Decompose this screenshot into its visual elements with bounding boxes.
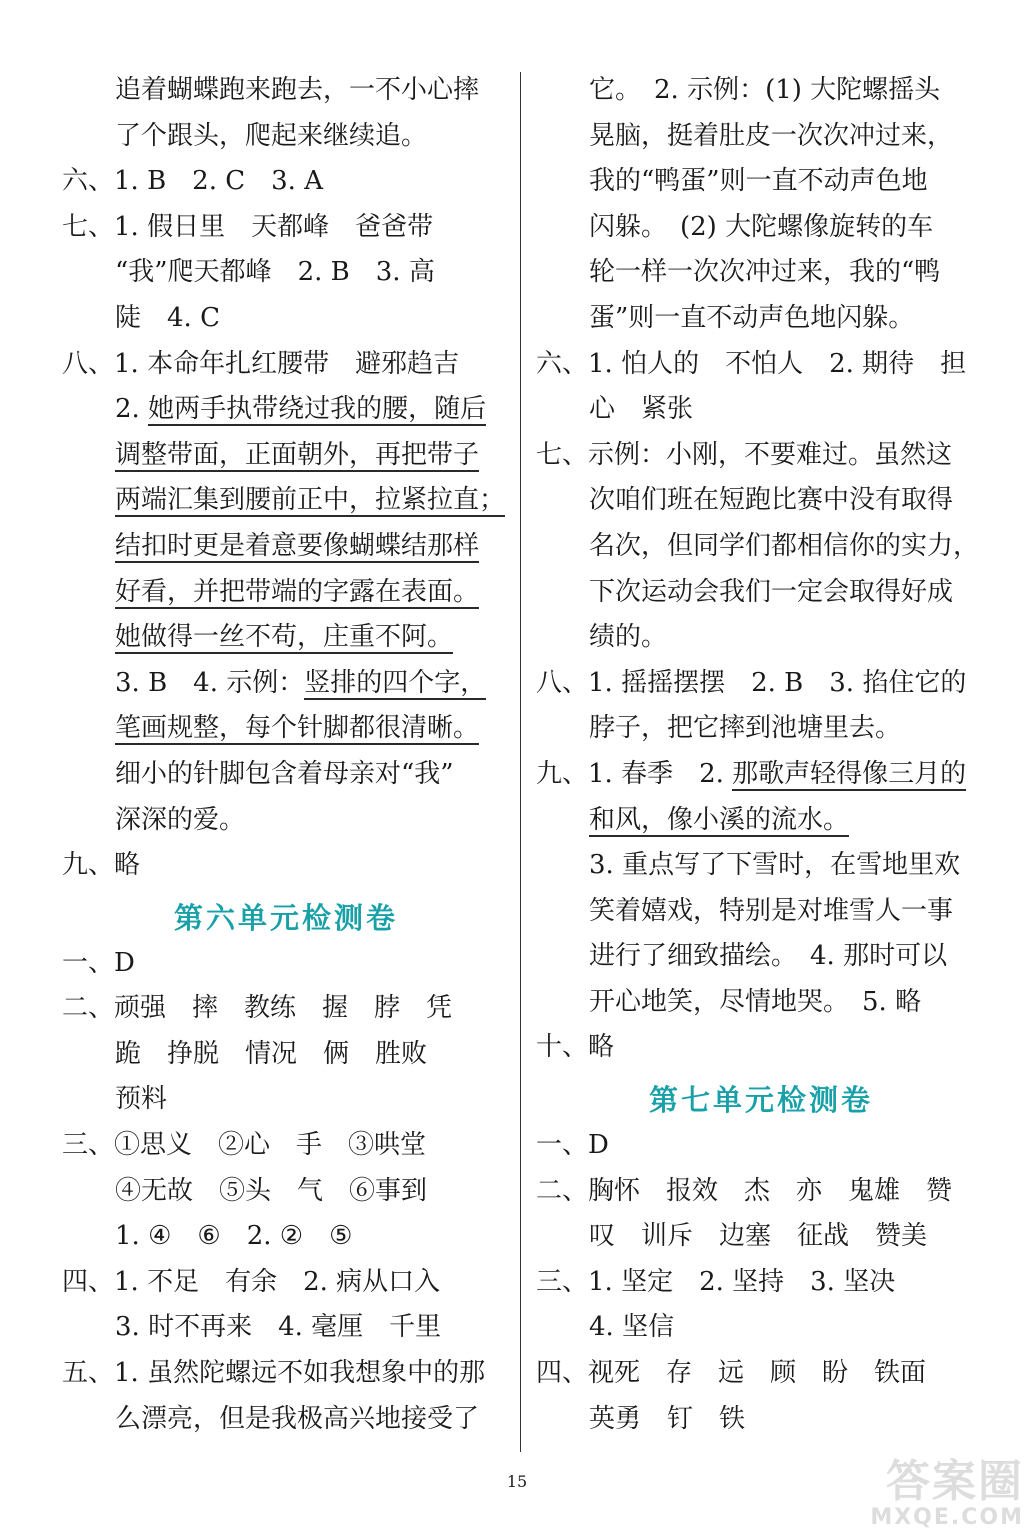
- answer-line: 3. 重点写了下雪时，在雪地里欢: [589, 850, 961, 881]
- answer-line: 十、略: [536, 1032, 615, 1063]
- answer-line: [62, 615, 510, 661]
- answer-line: 四、1. 不足 有余 2. 病从口入: [62, 1266, 441, 1297]
- watermark-top: 答案圈: [886, 1456, 1024, 1507]
- section-heading: 第六单元检测卷: [173, 900, 398, 935]
- answer-line: [62, 661, 510, 707]
- answer-line: 进行了细致描绘。 4. 那时可以: [589, 941, 948, 972]
- answer-text: 3. B 4. 示例：: [115, 667, 305, 698]
- answer-line: 三、1. 坚定 2. 坚持 3. 坚决: [536, 1266, 896, 1297]
- underlined-answer: 笔画规整，每个针脚都很清晰。: [115, 713, 480, 744]
- answer-line: 深深的爱。: [115, 804, 246, 835]
- watermark-logo: [870, 1456, 1024, 1530]
- answer-line: 下次运动会我们一定会取得好成: [589, 576, 954, 607]
- watermark-bottom: MXQE.COM: [870, 1505, 1024, 1530]
- left-column: [62, 68, 510, 1442]
- answer-line: 一、D: [536, 1130, 609, 1161]
- answer-line: [62, 570, 510, 616]
- answer-line: 脖子，把它摔到池塘里去。: [589, 713, 902, 744]
- page-number: 15: [506, 1472, 528, 1491]
- answer-line: 蛋”则一直不动声色地闪躲。: [589, 302, 915, 333]
- answer-line: 预料: [115, 1084, 168, 1115]
- answer-line: 了个跟头，爬起来继续追。: [115, 120, 428, 151]
- answer-line: 一、D: [62, 947, 135, 978]
- answer-line: 轮一样一次次冲过来，我的“鸭: [589, 257, 941, 288]
- answer-line: 三、①思义 ②心 手 ③哄堂: [62, 1130, 427, 1161]
- answer-line: 二、胸怀 报效 杰 亦 鬼雄 赞: [536, 1175, 953, 1206]
- underlined-answer: 竖排的四个字，: [304, 667, 487, 698]
- answer-line: 3. 时不再来 4. 毫厘 千里: [115, 1312, 442, 1343]
- answer-line: 心 紧张: [589, 394, 694, 425]
- answer-line: 六、1. 怕人的 不怕人 2. 期待 担: [536, 348, 967, 379]
- answer-line: [62, 524, 510, 570]
- answer-line: 二、顽强 摔 教练 握 脖 凭: [62, 993, 453, 1024]
- answer-line: [62, 433, 510, 479]
- answer-line: 七、1. 假日里 天都峰 爸爸带: [62, 211, 434, 242]
- underlined-answer: 调整带面，正面朝外，再把带子: [115, 439, 480, 470]
- underlined-answer: 两端汇集到腰前正中，拉紧拉直；: [115, 485, 506, 516]
- underlined-answer: 那歌声轻得像三月的: [732, 758, 967, 789]
- answer-line: 陡 4. C: [115, 302, 220, 333]
- answer-line: 它。 2. 示例：(1) 大陀螺摇头: [589, 75, 941, 105]
- underlined-answer: 她做得一丝不苟，庄重不阿。: [115, 622, 454, 653]
- answer-line: 么漂亮，但是我极高兴地接受了: [115, 1403, 480, 1434]
- answer-line: 追着蝴蝶跑来跑去，一不小心摔: [115, 75, 480, 105]
- answer-line: 七、示例：小刚，不要难过。虽然这: [536, 439, 953, 470]
- answer-line: [62, 387, 510, 433]
- answer-line: 4. 坚信: [589, 1312, 675, 1343]
- answer-line: 绩的。: [589, 622, 668, 653]
- answer-text: 九、1. 春季 2.: [536, 758, 733, 789]
- answer-line: 开心地笑，尽情地哭。 5. 略: [589, 986, 922, 1017]
- column-divider: [520, 72, 521, 1452]
- right-column: [536, 68, 986, 1442]
- answer-line: 1. ④ ⑥ 2. ② ⑤: [115, 1221, 353, 1252]
- answer-line: 叹 训斥 边塞 征战 赞美: [589, 1221, 928, 1252]
- answer-line: 八、1. 本命年扎红腰带 避邪趋吉: [62, 348, 460, 379]
- answer-line: 笑着嬉戏，特别是对堆雪人一事: [589, 895, 954, 926]
- answer-line: 八、1. 摇摇摆摆 2. B 3. 掐住它的: [536, 667, 967, 698]
- answer-line: 九、略: [62, 850, 141, 881]
- underlined-answer: 她两手执带绕过我的腰，随后: [148, 394, 487, 425]
- answer-line: [536, 798, 986, 844]
- answer-text: 2.: [115, 394, 149, 425]
- underlined-answer: 结扣时更是着意要像蝴蝶结那样: [115, 530, 480, 561]
- answer-line: 名次，但同学们都相信你的实力，: [589, 530, 980, 561]
- answer-line: 晃脑，挺着肚皮一次次冲过来，: [589, 120, 954, 151]
- answer-line: “我”爬天都峰 2. B 3. 高: [115, 257, 435, 288]
- section-heading: 第七单元检测卷: [648, 1083, 873, 1118]
- answer-line: 细小的针脚包含着母亲对“我”: [115, 758, 454, 789]
- answer-line: [536, 752, 986, 798]
- answer-line: 英勇 钉 铁: [589, 1403, 746, 1434]
- answer-line: 闪躲。 (2) 大陀螺像旋转的车: [589, 211, 934, 242]
- answer-line: 次咱们班在短跑比赛中没有取得: [589, 485, 954, 516]
- answer-line: [62, 706, 510, 752]
- answer-line: 五、1. 虽然陀螺远不如我想象中的那: [62, 1358, 486, 1389]
- underlined-answer: 好看，并把带端的字露在表面。: [115, 576, 480, 607]
- underlined-answer: 和风，像小溪的流水。: [589, 804, 850, 835]
- answer-line: 六、1. B 2. C 3. A: [62, 166, 323, 197]
- answer-line: ④无故 ⑤头 气 ⑥事到: [115, 1175, 428, 1206]
- answer-line: 跪 挣脱 情况 俩 胜败: [115, 1038, 428, 1069]
- answer-line: [62, 478, 510, 524]
- answer-line: 四、视死 存 远 顾 盼 铁面: [536, 1358, 927, 1389]
- answer-line: 我的“鸭蛋”则一直不动声色地: [589, 166, 928, 197]
